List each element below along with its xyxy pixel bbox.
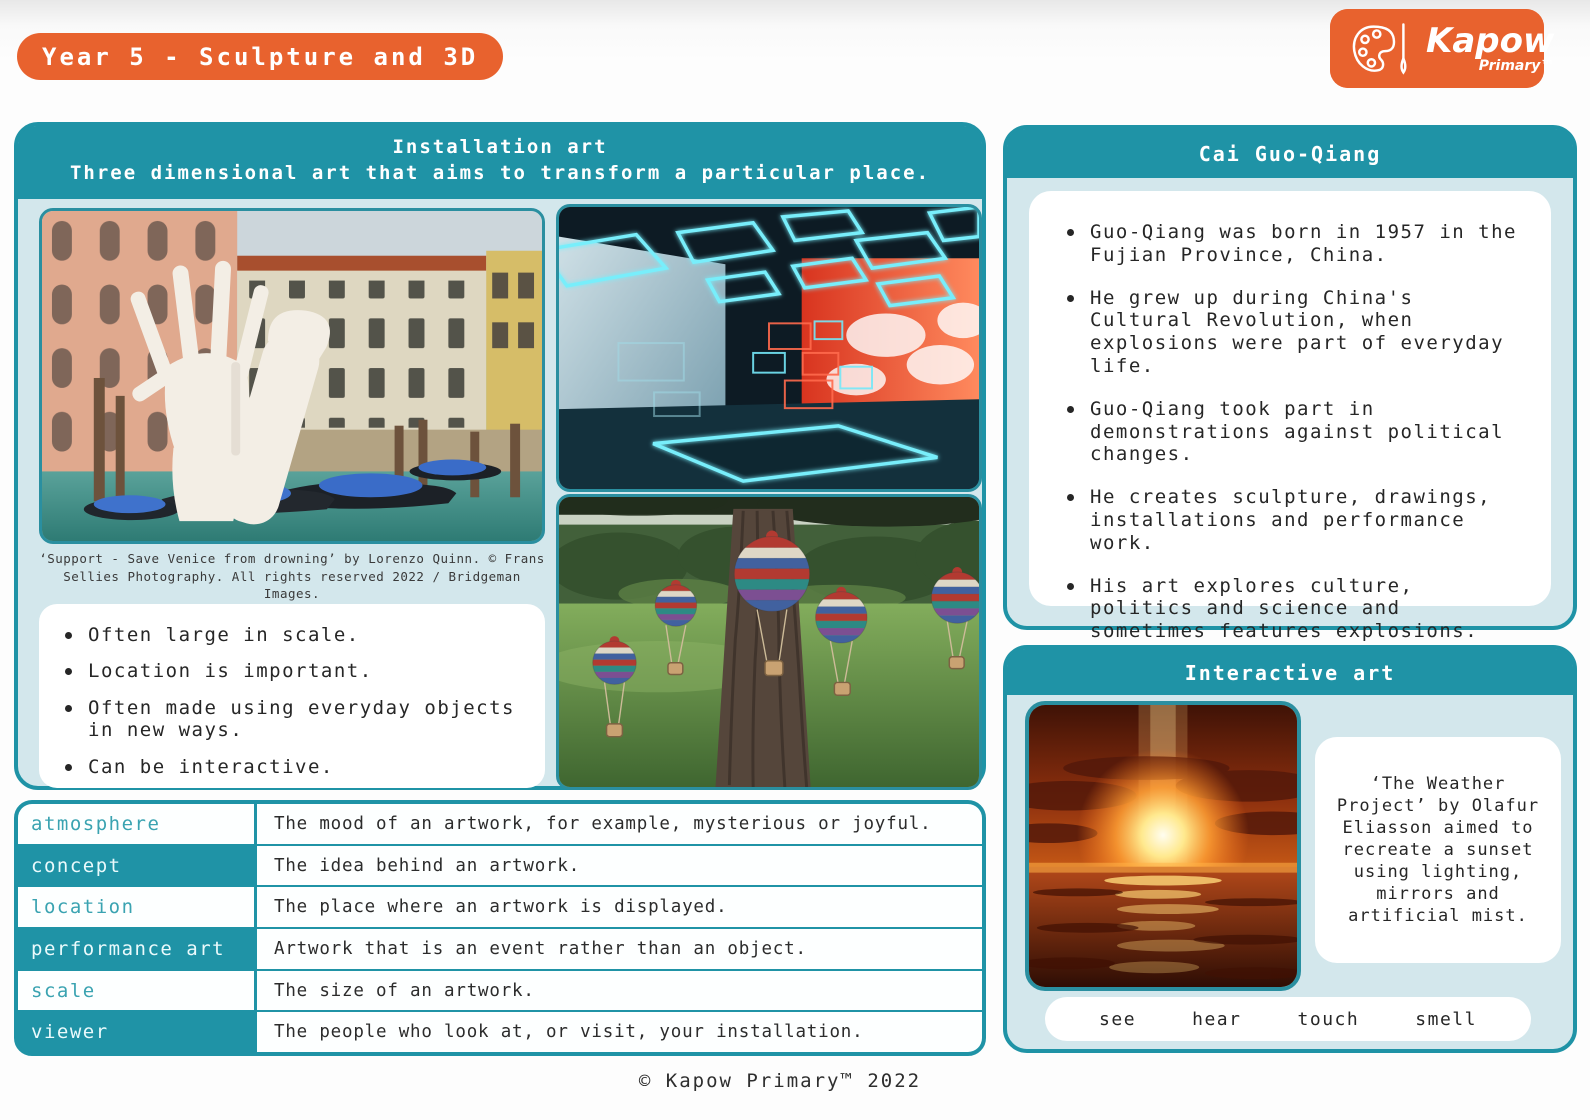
bullet-icon: [65, 668, 72, 675]
bullet-icon: [65, 764, 72, 771]
bullet-text: Often large in scale.: [88, 624, 360, 646]
table-row: [18, 846, 982, 886]
vocab-definition: The people who look at, or visit, your installation.: [257, 1012, 982, 1052]
neon-installation-photo: [556, 204, 982, 492]
vocab-definition: Artwork that is an event rather than an object.: [257, 929, 982, 969]
crochet-balloons-photo: [556, 494, 982, 790]
vocab-term: scale: [18, 971, 254, 1011]
kapow-logo: [1330, 9, 1555, 88]
cai-panel-header: Cai Guo-Qiang: [1007, 129, 1573, 178]
bullet-icon: [1067, 406, 1074, 413]
bullet-icon: [65, 632, 72, 639]
installation-panel-header: [18, 126, 982, 199]
vocab-term: atmosphere: [18, 804, 254, 844]
list-item: [1063, 486, 1525, 554]
table-row: [18, 1012, 982, 1052]
list-item: [1063, 287, 1525, 378]
bullet-text: Guo-Qiang was born in 1957 in the Fujian Province, China.: [1090, 221, 1517, 266]
vocab-term: location: [18, 887, 254, 927]
vocab-definition: The idea behind an artwork.: [257, 846, 982, 886]
vocab-term: viewer: [18, 1012, 254, 1052]
weather-project-sunset-photo: [1025, 701, 1301, 991]
weather-project-card: [1315, 737, 1561, 963]
vocabulary-table: [14, 800, 986, 1056]
bullet-icon: [1067, 295, 1074, 302]
venice-hands-photo: [39, 208, 545, 544]
vocab-term: performance art: [18, 929, 254, 969]
installation-subtitle: Three dimensional art that aims to transform a particular place.: [69, 161, 931, 184]
palette-brush-icon: [1338, 17, 1424, 81]
bullet-text: Location is important.: [88, 660, 373, 683]
interactive-panel-header: Interactive art: [1007, 649, 1573, 695]
list-item: [61, 660, 533, 682]
list-item: [1063, 575, 1525, 643]
interactive-art-panel: [1003, 645, 1577, 1053]
bullet-text: Often made using everyday objects in new ways.: [88, 696, 515, 742]
bullet-text: Guo-Qiang took part in demonstrations against political changes.: [1090, 397, 1505, 466]
bullet-icon: [1067, 494, 1074, 501]
venice-photo-caption: ‘Support - Save Venice from drowning’ by Lorenzo Quinn. © Frans Sellies Photography. All rights reserved 2022 / Bridgeman Images.: [39, 551, 545, 601]
table-row: [18, 971, 982, 1011]
sense-word-see: see: [1099, 1008, 1137, 1030]
sense-word-hear: hear: [1192, 1008, 1242, 1030]
table-row: [18, 804, 982, 844]
copyright-footer: © Kapow Primary™ 2022: [638, 1070, 922, 1092]
bullet-icon: [1067, 583, 1074, 590]
vocab-term: concept: [18, 846, 254, 886]
cai-facts-card: [1029, 191, 1551, 643]
page-title-badge: Year 5 - Sculpture and 3D: [17, 33, 503, 80]
bullet-text: Can be interactive.: [88, 755, 334, 778]
senses-word-bar: [1045, 997, 1531, 1041]
cai-guo-qiang-panel: [1003, 125, 1577, 643]
installation-art-panel: [14, 122, 986, 790]
table-row: [18, 887, 982, 927]
logo-sub-text: Primary™: [1478, 58, 1555, 74]
bullet-text: His art explores culture, politics and science and sometimes features explosions.: [1090, 574, 1479, 643]
weather-project-text: ‘The Weather Project’ by Olafur Eliasson aimed to recreate a sunset using lighting, mirrors and artificial mist.: [1336, 773, 1540, 927]
sense-word-smell: smell: [1415, 1008, 1477, 1030]
logo-brand-text: Kapow: [1426, 21, 1555, 61]
sense-word-touch: touch: [1297, 1008, 1360, 1030]
vocab-definition: The size of an artwork.: [257, 971, 982, 1011]
bullet-icon: [65, 705, 72, 712]
list-item: [61, 697, 533, 742]
table-row: [18, 929, 982, 969]
list-item: [61, 624, 533, 646]
installation-facts-card: [39, 604, 545, 788]
list-item: [1063, 221, 1525, 267]
bullet-text: He creates sculpture, drawings, installations and performance work.: [1090, 486, 1492, 554]
vocab-definition: The mood of an artwork, for example, mysterious or joyful.: [257, 804, 982, 844]
bullet-text: He grew up during China's Cultural Revolution, when explosions were part of everyday life.: [1090, 286, 1505, 377]
list-item: [1063, 398, 1525, 466]
installation-title: Installation art: [392, 136, 608, 158]
vocab-definition: The place where an artwork is displayed.: [257, 887, 982, 927]
list-item: [61, 756, 533, 778]
bullet-icon: [1067, 229, 1074, 236]
